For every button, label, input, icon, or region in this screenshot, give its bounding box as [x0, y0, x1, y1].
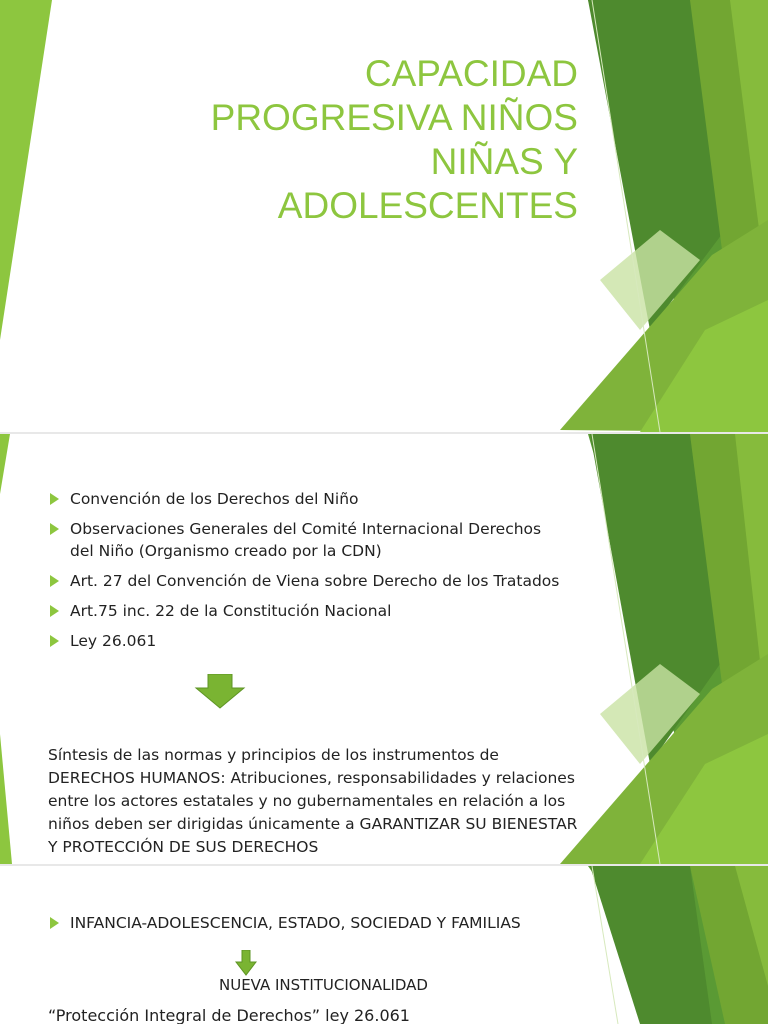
content-slide-institutionality: [0, 866, 768, 1024]
bullet-triangle-icon: [50, 635, 59, 647]
down-arrow-icon: [235, 950, 257, 976]
title-line: NIÑAS Y: [430, 141, 578, 182]
title-slide: [0, 0, 768, 432]
content-slide-norms: [0, 434, 768, 864]
list-item: [48, 518, 568, 562]
list-item: [48, 488, 568, 510]
down-arrow-icon: [194, 674, 246, 710]
list-item: [48, 912, 568, 934]
list-item-text: Art. 27 del Convención de Viena sobre Derecho de los Tratados: [70, 572, 560, 590]
title-line: PROGRESIVA NIÑOS: [210, 97, 578, 138]
bullet-triangle-icon: [50, 493, 59, 505]
title-line: CAPACIDAD: [364, 53, 578, 94]
synthesis-text: Síntesis de las normas y principios de los instrumentos de DERECHOS HUMANOS: Atribuciones, responsabilidades y relaciones entre los actores estatales y no gubernamentales en relación a los niños deben ser dirigidas únicamente a GARANTIZAR SU BIENESTAR Y PROTECCIÓN DE SUS DERECHOS: [48, 746, 578, 856]
list-item: [48, 570, 568, 592]
title-line: ADOLESCENTES: [277, 185, 578, 226]
list-item-text: Art.75 inc. 22 de la Constitución Nacional: [70, 602, 392, 620]
list-item-text: Ley 26.061: [70, 632, 157, 650]
list-item: [48, 600, 568, 622]
list-item-text: Observaciones Generales del Comité Internacional Derechos del Niño (Organismo creado por la CDN): [70, 520, 542, 560]
norms-list: [48, 488, 568, 660]
list-item-text: Convención de los Derechos del Niño: [70, 490, 359, 508]
bullet-triangle-icon: [50, 917, 59, 929]
actors-list: [48, 912, 568, 942]
nueva-institucionalidad-label: NUEVA INSTITUCIONALIDAD: [219, 976, 428, 994]
proteccion-integral-text: “Protección Integral de Derechos” ley 26.061: [48, 1006, 410, 1024]
slide-title: [211, 52, 578, 228]
list-item-text: INFANCIA-ADOLESCENCIA, ESTADO, SOCIEDAD Y FAMILIAS: [70, 914, 521, 932]
green-facets-decoration: [0, 866, 768, 1024]
list-item: [48, 630, 568, 652]
bullet-triangle-icon: [50, 605, 59, 617]
bullet-triangle-icon: [50, 523, 59, 535]
bullet-triangle-icon: [50, 575, 59, 587]
